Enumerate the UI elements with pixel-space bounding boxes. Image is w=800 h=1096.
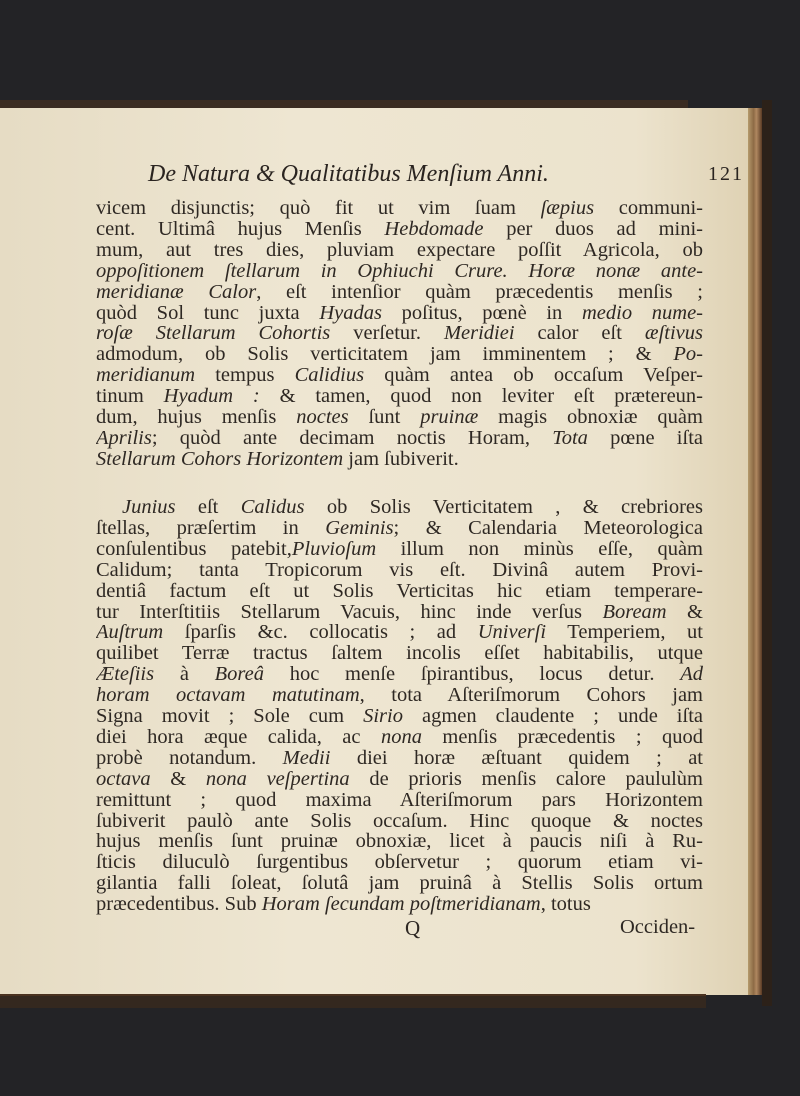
italic-text: Calidius bbox=[294, 365, 365, 387]
italic-text: Horam ſecundam poſtmeridianam bbox=[261, 894, 541, 916]
italic-text: Stellarum Cohors Horizontem bbox=[96, 448, 344, 470]
page-number: 121 bbox=[708, 163, 744, 185]
text-line bbox=[96, 428, 703, 449]
text-segment: Temperiem, ut bbox=[546, 622, 703, 644]
text-segment: dum, hujus menſis bbox=[96, 407, 297, 428]
text-line bbox=[96, 497, 703, 518]
text-line bbox=[96, 873, 703, 894]
text-line bbox=[96, 748, 703, 769]
italic-text: Medii bbox=[282, 747, 331, 769]
text-line bbox=[96, 261, 703, 282]
text-line bbox=[96, 643, 703, 664]
italic-text: Junius bbox=[122, 497, 176, 518]
running-head: De Natura & Qualitatibus Menſium Anni. bbox=[148, 161, 549, 187]
text-segment: conſulentibus patebit, bbox=[96, 538, 292, 560]
text-segment: Calidum; tanta Tropicorum vis eſt. Divinâ autem Provi- bbox=[96, 559, 703, 581]
text-segment: remittunt ; quod maxima Aſteriſmorum pars Horizontem bbox=[96, 789, 703, 811]
text-line bbox=[96, 407, 703, 428]
text-segment: vicem disjunctis; quò fit ut vim ſuam bbox=[96, 198, 541, 219]
italic-text: Boream bbox=[602, 601, 667, 623]
italic-text: oppoſitionem ſtellarum in Ophiuchi Crure. bbox=[96, 260, 508, 282]
text-segment: communi- bbox=[594, 198, 703, 219]
text-segment: & tamen, quod non leviter eſt prætereun- bbox=[259, 386, 703, 408]
text-segment: tur Interſtitiis Stellarum Vacuis, hinc inde verſus bbox=[96, 601, 603, 623]
page-edges bbox=[748, 108, 762, 995]
italic-text: nona bbox=[380, 726, 422, 748]
text-line bbox=[96, 602, 703, 623]
book-cover-right-edge bbox=[762, 100, 772, 1006]
italic-text: Hyadum : bbox=[163, 386, 260, 408]
text-segment: ; quòd ante decimam noctis Horam, bbox=[151, 427, 553, 449]
italic-text: Meridiei bbox=[443, 323, 515, 345]
text-segment: illum non minùs eſſe, quàm bbox=[376, 538, 703, 560]
italic-text: Hebdomade bbox=[384, 218, 484, 240]
italic-text: ſæpius bbox=[540, 198, 595, 219]
italic-text: Auſtrum bbox=[96, 622, 164, 644]
italic-text: Tota bbox=[552, 427, 588, 449]
italic-text: Æteſiis bbox=[96, 664, 155, 686]
text-segment: poſitus, pœnè in bbox=[381, 302, 582, 324]
italic-text: octava bbox=[96, 768, 151, 790]
text-segment: præcedentibus. Sub bbox=[96, 894, 262, 916]
text-line bbox=[96, 219, 703, 240]
text-line bbox=[96, 449, 703, 470]
text-line bbox=[96, 790, 703, 811]
text-segment: ob Solis Verticitatem , & crebriores bbox=[304, 497, 703, 518]
text-segment bbox=[508, 261, 529, 282]
text-line bbox=[96, 198, 703, 219]
text-segment: Signa movit ; Sole cum bbox=[96, 706, 364, 727]
text-segment: per duos ad mini- bbox=[483, 218, 703, 240]
text-segment: ſparſis &c. collocatis ; ad bbox=[163, 622, 478, 644]
text-line bbox=[96, 727, 703, 748]
signature-mark: Q bbox=[405, 916, 421, 940]
italic-text: Geminis bbox=[325, 517, 394, 539]
text-segment: , tota Aſteriſmorum Cohors jam bbox=[359, 685, 703, 707]
text-segment: agmen claudente ; unde iſta bbox=[402, 706, 703, 727]
text-segment: dentiâ factum eſt ut Solis Verticitas hic etiam temperare- bbox=[96, 580, 703, 602]
italic-text: Aprilis bbox=[96, 427, 152, 449]
italic-text: pruinæ bbox=[420, 407, 479, 428]
text-segment: quilibet Terræ tractus ſaltem incolis eſſet habitabilis, utque bbox=[96, 643, 703, 665]
text-line bbox=[96, 303, 703, 324]
text-segment: ſtellas, præſertim in bbox=[96, 517, 326, 539]
text-segment: cent. Ultimâ hujus Menſis bbox=[96, 218, 385, 240]
text-line bbox=[96, 560, 703, 581]
italic-text: Hyadas bbox=[319, 302, 382, 324]
text-segment: diei hora æque calida, ac bbox=[96, 726, 381, 748]
text-segment: probè notandum. bbox=[96, 747, 283, 769]
text-line bbox=[96, 852, 703, 873]
italic-text: Sirio bbox=[363, 706, 403, 727]
italic-text: Horæ nonæ ante- bbox=[528, 260, 703, 282]
text-line bbox=[96, 240, 703, 261]
text-segment: verſetur. bbox=[330, 323, 444, 345]
text-segment: & bbox=[666, 601, 703, 623]
text-line bbox=[96, 518, 703, 539]
italic-text: medio nume- bbox=[581, 302, 703, 324]
text-segment: quòd Sol tunc juxta bbox=[96, 302, 320, 324]
text-segment: calor eſt bbox=[514, 323, 645, 345]
italic-text: æſtivus bbox=[644, 323, 703, 345]
text-segment: ſticis diluculò ſurgentibus obſervetur ; quorum etiam vi- bbox=[96, 852, 703, 874]
text-line bbox=[96, 539, 703, 560]
text-segment: hujus menſis ſunt pruinæ obnoxiæ, licet à paucis niſi à Ru- bbox=[96, 831, 703, 853]
text-segment: & bbox=[150, 768, 206, 790]
text-line bbox=[96, 769, 703, 790]
text-line bbox=[96, 386, 703, 407]
text-segment: hoc menſe ſpirantibus, locus detur. bbox=[263, 664, 681, 686]
text-line bbox=[96, 365, 703, 386]
text-segment: ; & Calendaria Meteorologica bbox=[393, 517, 703, 539]
italic-text: noctes bbox=[296, 407, 349, 428]
italic-text: Po- bbox=[673, 344, 703, 366]
text-line bbox=[96, 811, 703, 832]
italic-text: Calidus bbox=[240, 497, 305, 518]
italic-text: nona veſpertina bbox=[205, 768, 350, 790]
text-line bbox=[96, 706, 703, 727]
text-line bbox=[96, 282, 703, 303]
text-line bbox=[96, 622, 703, 643]
italic-text: Ad bbox=[680, 664, 703, 686]
italic-text: horam octavam matutinam bbox=[96, 685, 360, 707]
text-line bbox=[96, 344, 703, 365]
text-segment: tempus bbox=[195, 365, 295, 387]
italic-text: Boreâ bbox=[214, 664, 264, 686]
text-segment: de prioris menſis calore paululùm bbox=[349, 768, 703, 790]
italic-text: meridianæ Calor bbox=[96, 281, 257, 303]
text-segment: gilantia falli ſoleat, ſolutâ jam pruinâ à Stellis Solis ortum bbox=[96, 873, 703, 895]
text-line bbox=[96, 581, 703, 602]
text-segment: tinum bbox=[96, 386, 164, 408]
text-line bbox=[96, 664, 703, 685]
text-line bbox=[96, 323, 703, 344]
text-segment: à bbox=[154, 664, 215, 686]
text-segment: ſunt bbox=[348, 407, 421, 428]
text-segment: admodum, ob Solis verticitatem jam imminentem ; & bbox=[96, 344, 674, 366]
text-segment: ſubiverit paulò ante Solis occaſum. Hinc quoque & noctes bbox=[96, 810, 703, 832]
text-segment: quàm antea ob occaſum Veſper- bbox=[364, 365, 703, 387]
italic-text: roſæ Stellarum Cohortis bbox=[96, 323, 331, 345]
text-segment: pœne iſta bbox=[587, 427, 703, 449]
book-cover-bottom-edge bbox=[0, 994, 706, 1008]
text-line bbox=[96, 894, 703, 915]
italic-text: Univerſi bbox=[477, 622, 547, 644]
text-segment: mum, aut tres dies, pluviam expectare poſſit Agricola, ob bbox=[96, 239, 703, 261]
text-segment: diei horæ æſtuant quidem ; at bbox=[330, 747, 703, 769]
text-segment: , totus bbox=[540, 894, 591, 916]
text-segment: , eſt intenſior quàm præcedentis menſis ; bbox=[256, 281, 703, 303]
text-segment: eſt bbox=[175, 497, 241, 518]
catchword: Occiden- bbox=[620, 916, 696, 938]
italic-text: Pluvioſum bbox=[291, 538, 377, 560]
text-line bbox=[96, 831, 703, 852]
text-segment: jam ſubiverit. bbox=[343, 448, 459, 470]
text-line bbox=[96, 685, 703, 706]
text-segment: menſis præcedentis ; quod bbox=[421, 726, 703, 748]
text-segment: magis obnoxiæ quàm bbox=[478, 407, 703, 428]
italic-text: meridianum bbox=[96, 365, 196, 387]
